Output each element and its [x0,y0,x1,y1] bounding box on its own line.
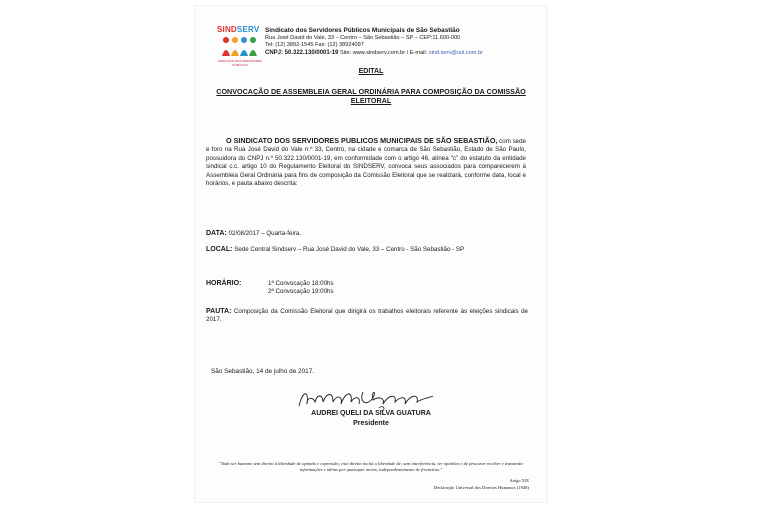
people-figures-icon [221,36,259,58]
schedule-label: HORÁRIO: [206,280,242,287]
paragraph-lead: O SINDICATO DOS SERVIDORES PUBLICOS MUNICIPAIS DE SÃO SEBASTIÃO, [226,136,498,145]
org-contact-line [265,50,483,56]
convocation-paragraph [206,137,526,188]
document-page [195,6,547,502]
org-phone: Tel: (12) 3892-1545 Fax: (12) 38924097 [265,42,364,48]
logo-wordmark [217,25,259,34]
org-cnpj: CNPJ: 50.322.130/0001-19 [265,50,339,56]
document-title: EDITAL [358,68,384,75]
agenda-value: Composição da Comissão Eleitoral que dirigirá os trabalhos eleitorais referente às eleições sindicais de 2017. [206,308,528,324]
date-label: DATA: [206,230,227,237]
logo-wordmark-prefix: SIND [217,25,237,34]
org-site: Site: www.sindserv.com.br / E-mail: [339,50,428,56]
logo-tagline: SINDICATO DOS SERVIDORES PÚBLICOS [218,59,262,67]
org-address: Rua José David do Vale, 33 – Centro – São Sebastião – SP – CEP:11.600-000 [265,35,461,41]
signatory-role: Presidente [353,420,389,427]
date-row [206,230,528,238]
schedule-values [268,280,334,297]
agenda-label: PAUTA: [206,308,232,315]
paragraph-body: com sede e foro na Rua José David do Vale n.º 33, Centro, na cidade e comarca de São Sebastião, Estado de São Paulo, possuidora do CNPJ n.º 50.322.130/0001-19, em conformidade com o artigo 46, alínea "c" do estatuto da entidade sindical c.c. artigo 10 do Regulamento Eleitoral do SINDSERV, convoca seus associados para comparecerem à Assembleia Geral Ordinária para fins de composição da Comissão Eleitoral que se realizará, conforme data, local e horários, e pauta abaixo descrita: [206,138,526,188]
sindserv-logo [217,25,263,71]
document-subject: CONVOCAÇÃO DE ASSEMBLEIA GERAL ORDINÁRIA PARA COMPOSIÇÃO DA COMISSÃO ELEITORAL [216,87,526,105]
human-rights-quote: "Todo ser humano tem direito à liberdade de opinião e expressão; este direito inclui a liberdade de, sem interferência, ter opiniões e de procurar receber e transmitir informações e idéias por quaisquer meios, independentemente de fronteiras." [218,461,524,472]
schedule-second-call: 2ª Convocação 19:00hs [268,288,334,296]
quote-source: Declaração Universal dos Direitos Humanos (1948) [433,485,529,490]
handwritten-signature [293,386,443,412]
place-date: São Sebastião, 14 de julho de 2017. [211,368,315,375]
logo-wordmark-suffix: SERV [236,25,260,34]
signatory-name: AUDREI QUELI DA SILVA GUATURA [311,410,431,417]
schedule-row [206,280,528,296]
quote-article: Artigo XIX [509,478,529,483]
date-value: 02/08/2017 – Quarta-feira. [228,230,302,237]
org-email: sind.serv@uol.com.br [428,50,483,56]
agenda-row [206,308,528,325]
location-value: Sede Central Sindserv – Rua José David do Vale, 33 – Centro - São Sebastião - SP [234,246,465,253]
location-label: LOCAL: [206,246,233,253]
location-row [206,246,528,254]
schedule-first-call: 1ª Convocação 18:00hs [268,280,334,287]
org-name: Sindicato dos Servidores Públicos Municipais de São Sebastião [265,27,460,34]
